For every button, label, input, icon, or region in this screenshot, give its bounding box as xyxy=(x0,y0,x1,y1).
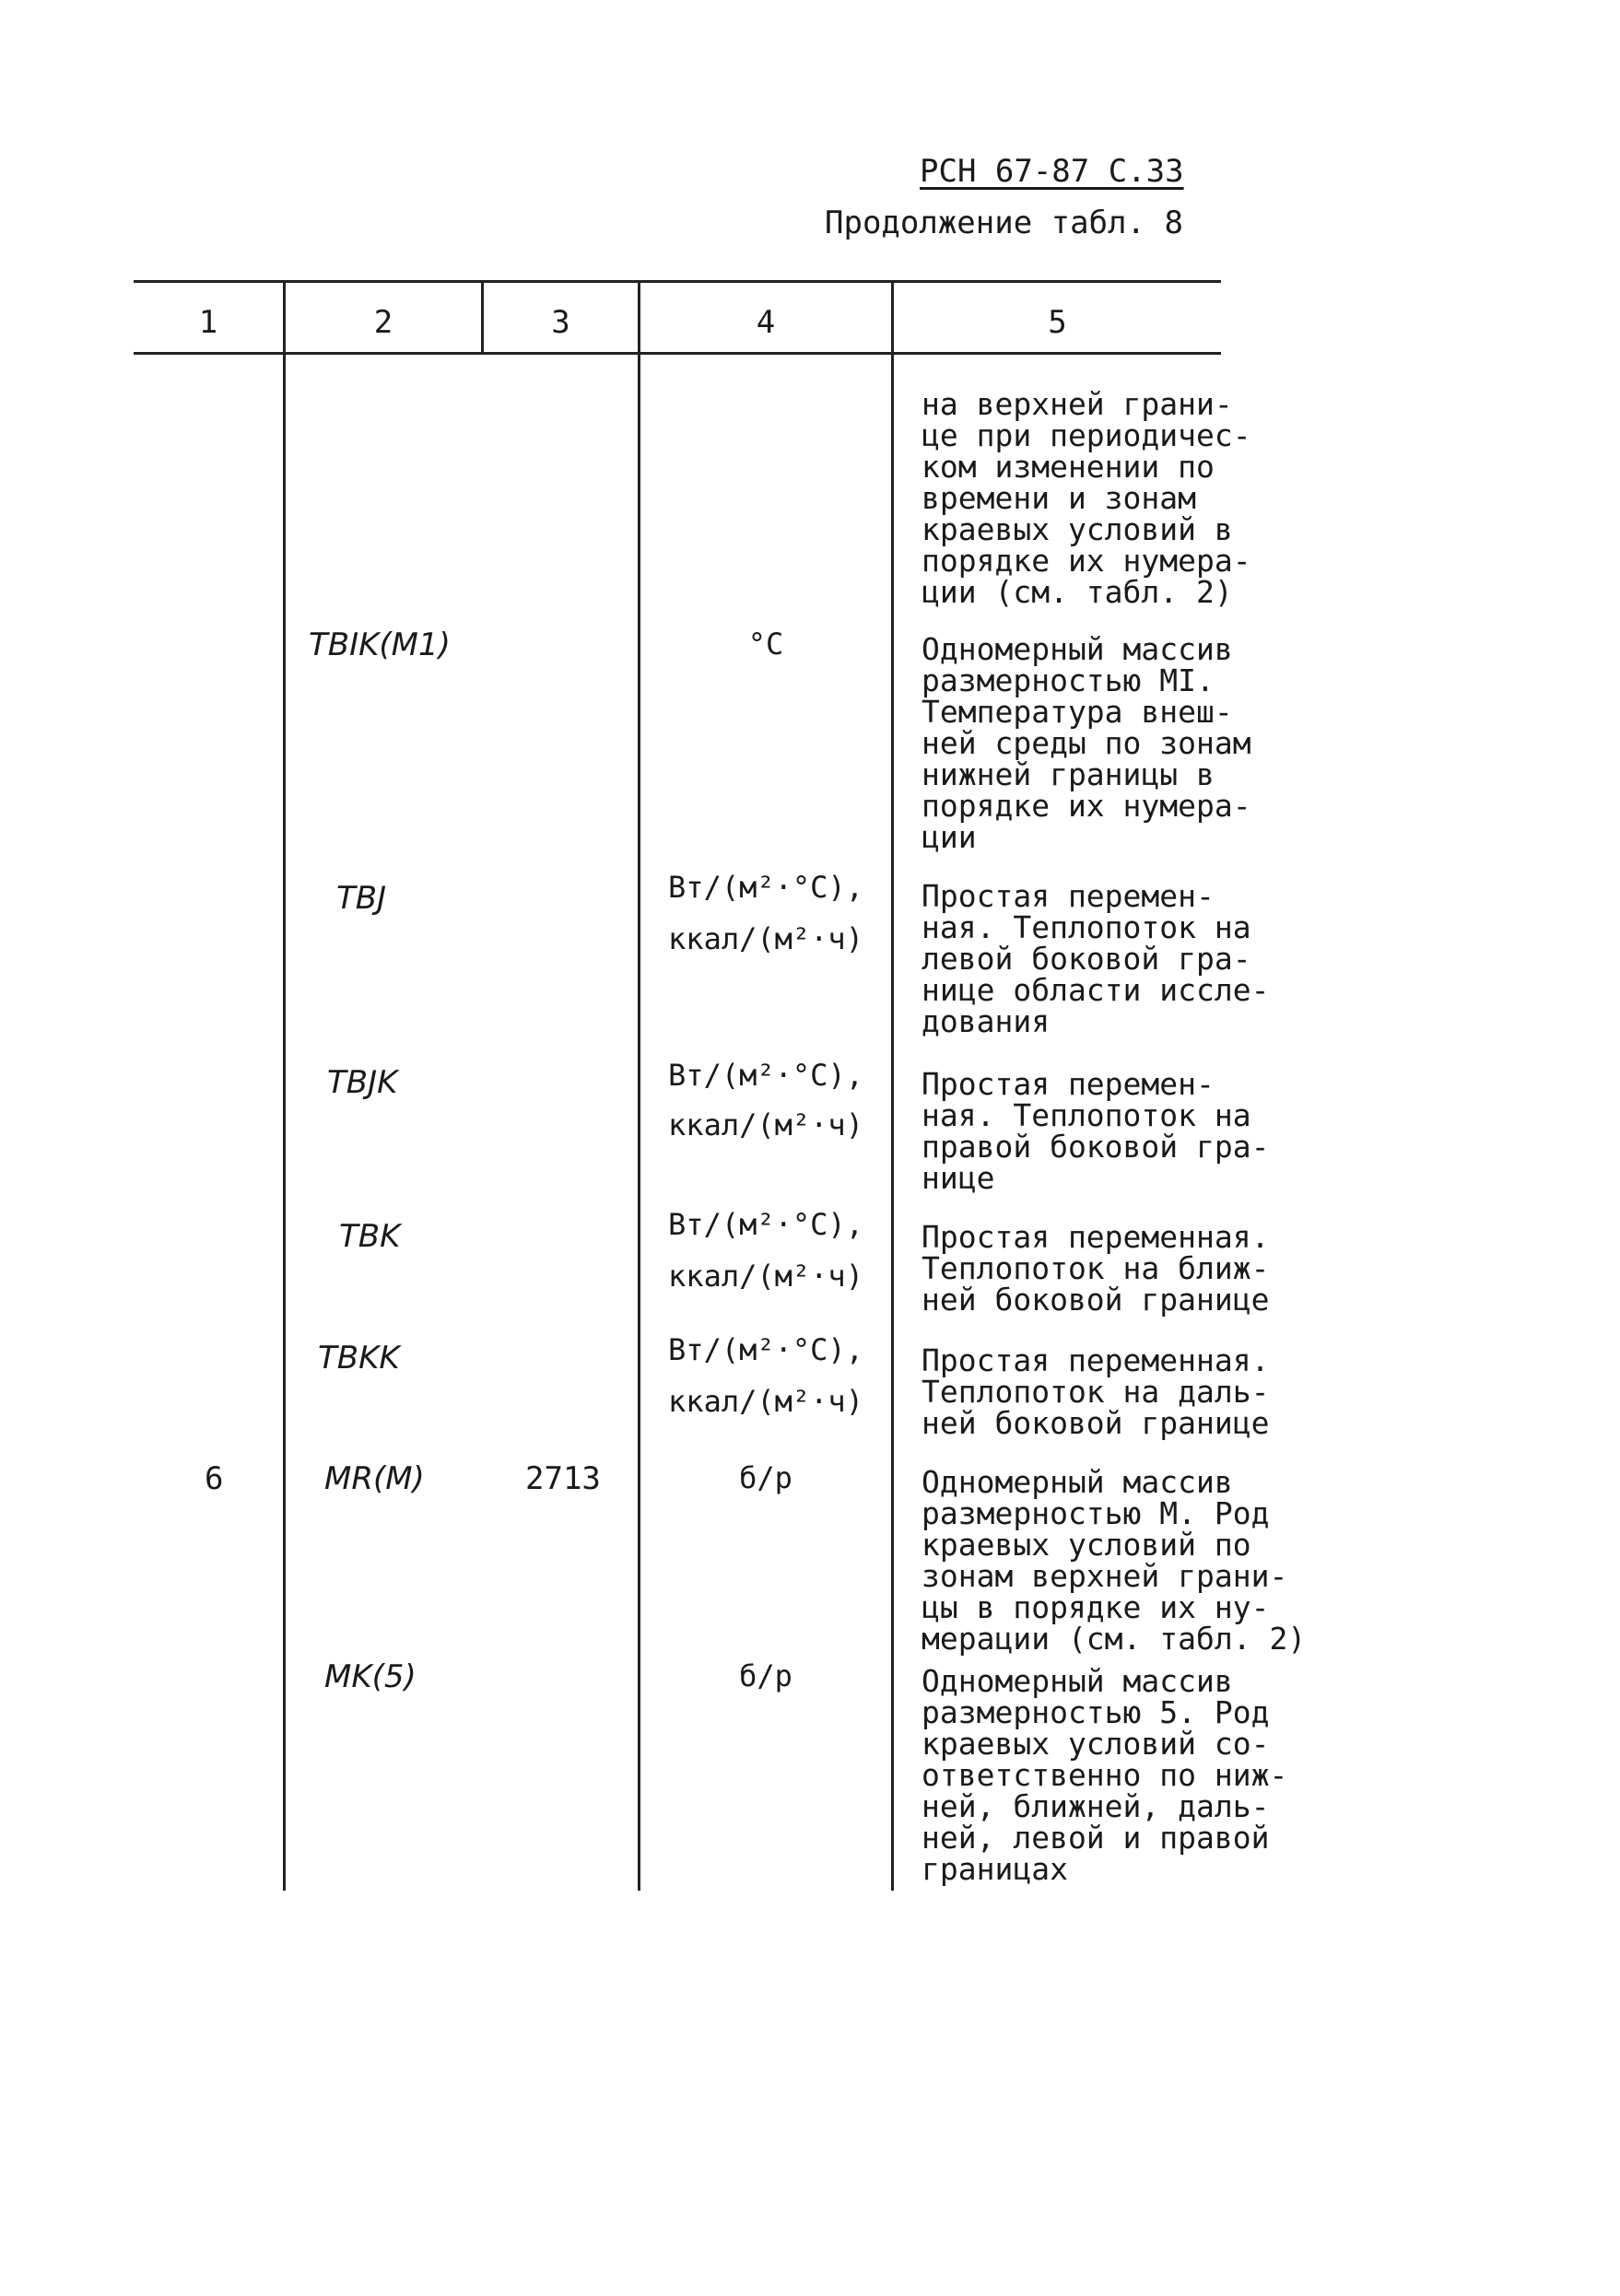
unit-label-alt: ккал/(м²·ч) xyxy=(668,1107,863,1142)
continued-description: на верхней грани- це при периодичес- ком изменении по времени и зонам краевых условий в порядке их нумера- ции (см. табл. 2) xyxy=(922,386,1251,610)
variable-description: Простая перемен- ная. Теплопоток на правой боковой гра- нице xyxy=(922,1066,1270,1196)
column-divider-1 xyxy=(283,280,286,1891)
variable-description: Одномерный массив размерностью M. Род краевых условий по зонам верхней грани- цы в порядке их ну- мерации (см. табл. 2) xyxy=(922,1464,1307,1657)
variable-description: Простая переменная. Теплопоток на ближ- ней боковой границе xyxy=(922,1219,1270,1318)
unit-label-alt: ккал/(м²·ч) xyxy=(668,921,863,956)
unit-label: °C xyxy=(747,627,784,662)
column-header-2: 2 xyxy=(373,304,393,341)
table-top-rule xyxy=(134,280,1221,283)
column-header-1: 1 xyxy=(198,304,218,341)
unit-label: Вт/(м²·°C), xyxy=(668,1332,863,1367)
variable-name: TBKK xyxy=(318,1340,400,1376)
unit-label-alt: ккал/(м²·ч) xyxy=(668,1259,863,1294)
variable-name: TBJK xyxy=(327,1064,398,1101)
table-continuation-label: Продолжение табл. 8 xyxy=(825,205,1183,241)
variable-name: TBK xyxy=(339,1218,401,1255)
variable-description: Простая переменная. Теплопоток на даль- ней боковой границе xyxy=(922,1342,1270,1441)
column-header-4: 4 xyxy=(756,304,776,341)
unit-label: Вт/(м²·°C), xyxy=(668,1058,863,1093)
row-number: 6 xyxy=(205,1460,224,1497)
variable-name: TBIK(M1) xyxy=(309,627,451,663)
variable-name: TBJ xyxy=(336,880,387,917)
unit-label-alt: ккал/(м²·ч) xyxy=(668,1384,863,1419)
document-code: РСН 67-87 С.33 xyxy=(920,153,1184,190)
table-header-rule xyxy=(134,352,1221,355)
unit-label: б/р xyxy=(739,1658,792,1693)
variable-name: MK(5) xyxy=(324,1658,417,1695)
unit-label: Вт/(м²·°C), xyxy=(668,870,863,905)
column-header-5: 5 xyxy=(1048,304,1067,341)
unit-label: Вт/(м²·°C), xyxy=(668,1207,863,1242)
variable-description: Одномерный массив размерностью 5. Род краевых условий со- ответственно по ниж- ней, ближней, даль- ней, левой и правой границах xyxy=(922,1663,1288,1887)
variable-description: Простая перемен- ная. Теплопоток на левой боковой гра- нице области иссле- дования xyxy=(922,878,1270,1039)
unit-label: б/р xyxy=(739,1460,792,1495)
variable-description: Одномерный массив размерностью MI. Температура внеш- ней среды по зонам нижней границы в порядке их нумера- ции xyxy=(922,631,1251,855)
variable-name: MR(M) xyxy=(324,1460,425,1497)
parameter-code: 2713 xyxy=(525,1460,601,1497)
column-header-3: 3 xyxy=(551,304,570,341)
column-divider-4 xyxy=(891,280,894,1891)
